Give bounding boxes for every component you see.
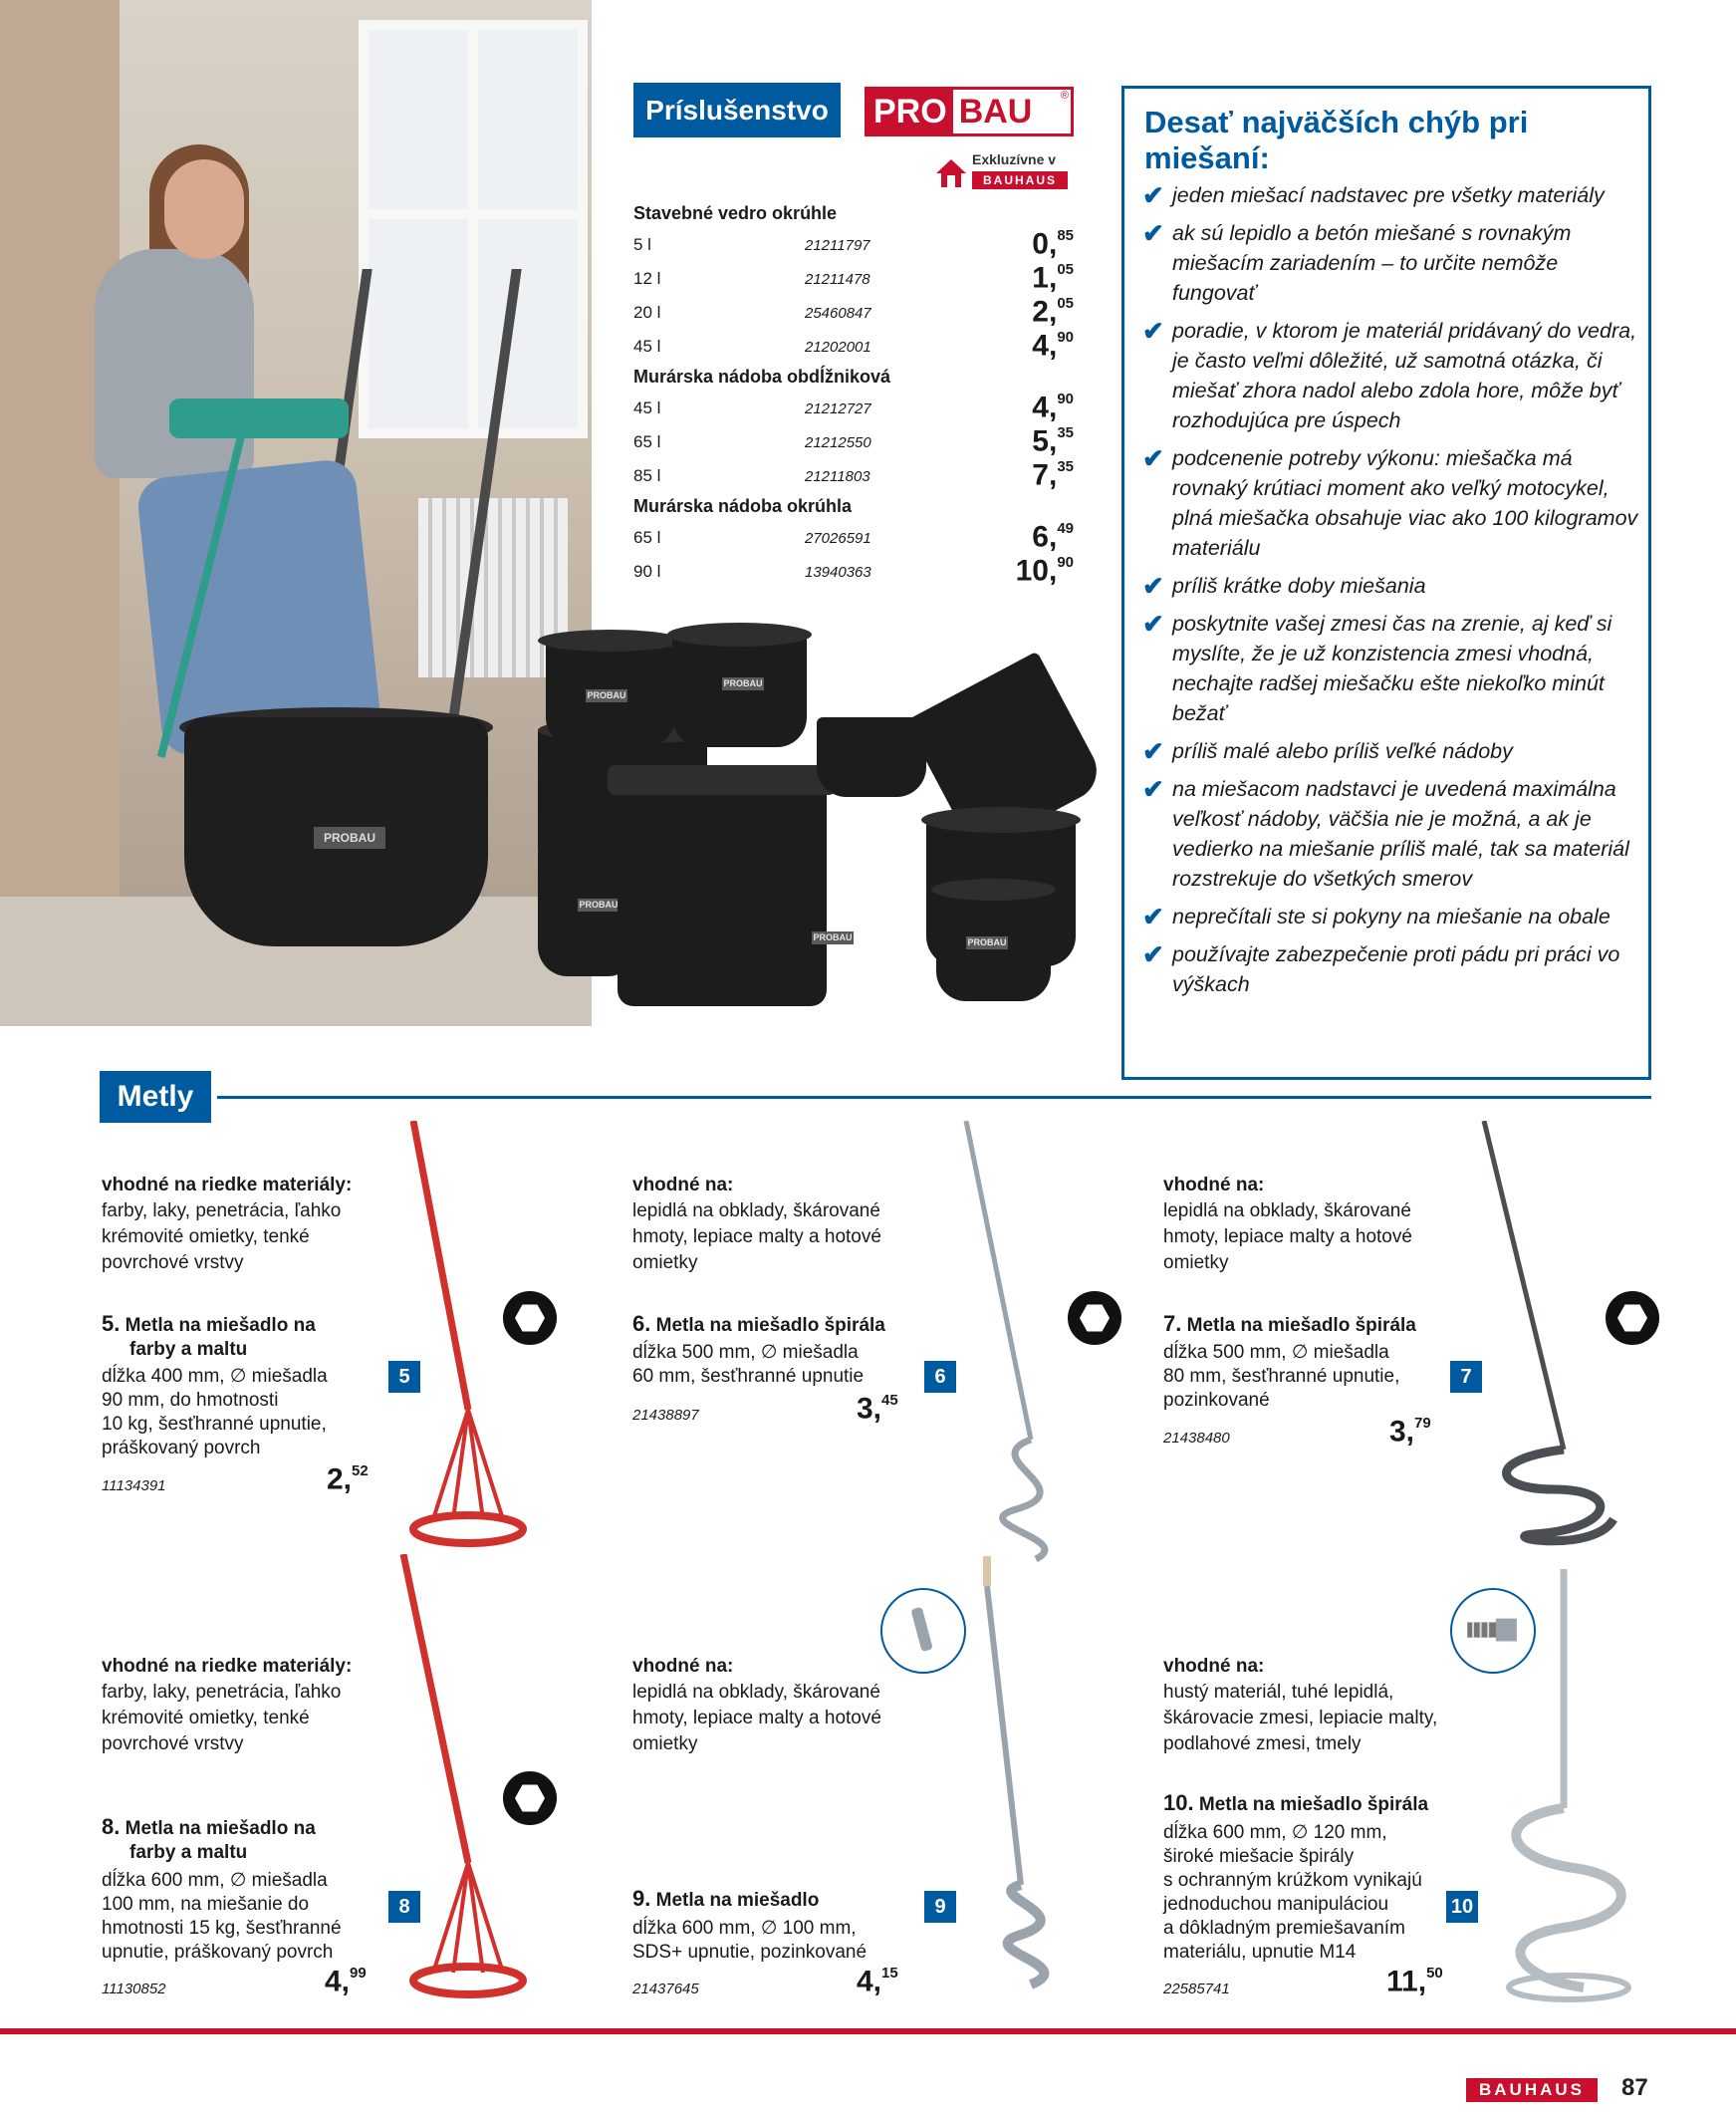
price-main: 3, — [1389, 1415, 1415, 1449]
suitability-line: farby, laky, penetrácia, ľahko — [102, 1200, 342, 1221]
check-icon: ✔ — [1142, 316, 1164, 346]
price — [1032, 261, 1074, 296]
suitability-line: hmoty, lepiace malty a hotové — [1163, 1226, 1412, 1247]
price — [327, 1462, 369, 1497]
size: 85 l — [633, 466, 661, 485]
probau-logo — [865, 87, 1074, 136]
desc-line: 80 mm, šesťhranné upnutie, — [1163, 1366, 1400, 1387]
list-item — [1142, 443, 1640, 563]
table-row — [633, 329, 1078, 363]
price-main: 7, — [1032, 458, 1058, 492]
price-cents: 79 — [1414, 1415, 1431, 1432]
product-desc-6 — [632, 1341, 864, 1389]
price — [857, 1965, 898, 1999]
metly-tag: Metly — [100, 1071, 211, 1123]
whisk-6-image — [956, 1121, 1086, 1569]
desc-line: široké miešacie špirály — [1163, 1846, 1355, 1867]
product-desc-10 — [1163, 1821, 1422, 1965]
list-item — [1142, 316, 1640, 435]
suitability-heading: vhodné na riedke materiály: — [102, 1656, 353, 1677]
exclusive-brand: BAUHAUS — [972, 171, 1068, 189]
article-number: 21212550 — [805, 434, 871, 451]
number-dot: . — [644, 1886, 651, 1911]
price-main: 11, — [1386, 1965, 1427, 1998]
whisk-10-image — [1494, 1569, 1643, 2007]
person-head — [164, 159, 244, 259]
number-dot: . — [1175, 1311, 1182, 1336]
product-desc-9 — [632, 1917, 867, 1965]
article-number: 21211797 — [805, 237, 870, 254]
size: 12 l — [633, 269, 661, 288]
product-title-9 — [632, 1887, 819, 1913]
shank-icon — [882, 1590, 964, 1672]
article-number: 11130852 — [102, 1981, 166, 1997]
desc-line: dĺžka 600 mm, ∅ 100 mm, — [632, 1918, 857, 1939]
list-item — [1142, 902, 1640, 931]
suitability-line: hmoty, lepiace malty a hotové — [632, 1226, 881, 1247]
price — [1032, 391, 1074, 425]
suitability-line: lepidlá na obklady, škárované — [632, 1200, 880, 1221]
price-cents: 85 — [1057, 227, 1074, 244]
product-number: 10 — [1163, 1790, 1188, 1815]
table-row — [633, 520, 1078, 554]
table-row — [633, 391, 1078, 424]
footer-line — [0, 2028, 1736, 2034]
desc-line: dĺžka 600 mm, ∅ 120 mm, — [1163, 1822, 1387, 1843]
check-icon: ✔ — [1142, 218, 1164, 248]
mistake-text: neprečítali ste si pokyny na miešanie na obale — [1172, 905, 1611, 928]
price — [1032, 295, 1074, 330]
article-number: 11134391 — [102, 1477, 166, 1494]
bucket-rim — [667, 623, 812, 647]
suitability-8 — [102, 1654, 352, 1757]
suitability-line: krémovité omietky, tenké — [102, 1226, 310, 1247]
whisk-8-image — [393, 1554, 533, 2002]
probau-bau: BAU — [958, 93, 1033, 131]
title-line: farby a maltu — [129, 1339, 248, 1360]
title-line: farby a maltu — [129, 1842, 248, 1863]
photo-tub-label: PROBAU — [314, 827, 385, 849]
number-dot: . — [114, 1311, 121, 1336]
price-cents: 90 — [1057, 391, 1074, 407]
suitability-5 — [102, 1173, 352, 1276]
product-title-6 — [632, 1312, 885, 1338]
number-dot: . — [114, 1814, 121, 1839]
desc-line: práškovaný povrch — [102, 1438, 261, 1458]
check-icon: ✔ — [1142, 774, 1164, 804]
suitability-line: podlahové zmesi, tmely — [1163, 1733, 1362, 1754]
desc-line: a dôkladným premiešavaním — [1163, 1918, 1405, 1939]
desc-line: jednoduchou manipuláciou — [1163, 1894, 1389, 1915]
desc-line: dĺžka 500 mm, ∅ miešadla — [632, 1342, 859, 1363]
mistake-text: príliš krátke doby miešania — [1172, 574, 1426, 598]
suitability-line: lepidlá na obklady, škárované — [632, 1682, 880, 1703]
mistake-text: ak sú lepidlo a betón miešané s rovnakým miešacím zariadením – to určite nemôže fungovať — [1172, 221, 1572, 305]
suitability-heading: vhodné na: — [632, 1656, 734, 1677]
list-item — [1142, 609, 1640, 728]
mistakes-list — [1142, 180, 1640, 1007]
price — [1389, 1415, 1431, 1450]
bauhaus-logo: BAUHAUS — [1466, 2078, 1598, 2102]
article-number: 21438897 — [632, 1407, 699, 1424]
mistake-text: poskytnite vašej zmesi čas na zrenie, aj keď si myslíte, že je už konzistencia zmesi vhodná, nechajte radšej miešačku ešte niekoľko minút bežať — [1172, 612, 1612, 725]
price-main: 5, — [1032, 424, 1058, 458]
exclusive-badge — [934, 151, 1074, 197]
size: 20 l — [633, 303, 661, 322]
price-main: 2, — [327, 1462, 353, 1496]
product-badge-5: 5 — [388, 1361, 420, 1393]
list-item — [1142, 736, 1640, 766]
price-cents: 99 — [350, 1965, 367, 1982]
suitability-line: omietky — [632, 1733, 698, 1754]
desc-line: s ochranným krúžkom vynikajú — [1163, 1870, 1422, 1891]
list-item — [1142, 774, 1640, 894]
bucket-rim — [921, 807, 1081, 833]
title-line: Metla na miešadlo na — [124, 1315, 316, 1336]
bucket-label: PROBAU — [723, 678, 763, 688]
price-cents: 90 — [1057, 554, 1074, 571]
desc-line: hmotnosti 15 kg, šesťhranné — [102, 1918, 342, 1939]
price-main: 10, — [1015, 554, 1058, 588]
bucket-rim — [538, 630, 682, 652]
suitability-heading: vhodné na: — [1163, 1656, 1265, 1677]
article-number: 25460847 — [805, 305, 871, 322]
title-line: Metla na miešadlo — [655, 1890, 820, 1911]
price-cents: 15 — [881, 1965, 898, 1982]
article-number: 21202001 — [805, 339, 871, 356]
bucket-label: PROBAU — [587, 690, 626, 700]
price-main: 0, — [1032, 227, 1058, 261]
desc-line: 90 mm, do hmotnosti — [102, 1390, 279, 1411]
price — [1032, 227, 1074, 262]
desc-line: materiálu, upnutie M14 — [1163, 1942, 1357, 1963]
suitability-line: lepidlá na obklady, škárované — [1163, 1200, 1411, 1221]
product-badge-10: 10 — [1446, 1891, 1478, 1923]
price-cents: 50 — [1426, 1965, 1443, 1982]
price-cents: 49 — [1057, 520, 1074, 537]
bucket-label: PROBAU — [967, 937, 1007, 947]
group-title: Stavebné vedro okrúhle — [633, 203, 838, 223]
product-number: 8 — [102, 1814, 115, 1839]
price — [1016, 554, 1074, 589]
article-number: 27026591 — [805, 530, 871, 547]
exclusive-text: Exkluzívne v — [972, 151, 1057, 167]
desc-line: 60 mm, šesťhranné upnutie — [632, 1366, 865, 1387]
price-cents: 35 — [1057, 458, 1074, 475]
size: 65 l — [633, 432, 661, 451]
table-row — [633, 554, 1078, 588]
bucket-rim — [608, 765, 837, 795]
product-number: 5 — [102, 1311, 115, 1336]
list-item — [1142, 939, 1640, 999]
suitability-heading: vhodné na: — [1163, 1175, 1265, 1195]
desc-line: 100 mm, na miešanie do — [102, 1894, 310, 1915]
whisk-9-image — [981, 1556, 1091, 2004]
suitability-10 — [1163, 1654, 1437, 1757]
list-item — [1142, 218, 1640, 308]
check-icon: ✔ — [1142, 609, 1164, 639]
article-number: 22585741 — [1163, 1981, 1230, 1997]
mixing-mistakes-box — [1121, 86, 1651, 1080]
check-icon: ✔ — [1142, 571, 1164, 601]
suitability-7 — [1163, 1173, 1412, 1276]
registered-mark: ® — [1060, 90, 1069, 102]
product-badge-7: 7 — [1450, 1361, 1482, 1393]
price-main: 6, — [1032, 520, 1058, 554]
check-icon: ✔ — [1142, 939, 1164, 969]
bucket-rect-stack — [618, 777, 827, 1006]
suitability-line: omietky — [1163, 1252, 1229, 1273]
bucket-label: PROBAU — [813, 932, 853, 942]
product-desc-7 — [1163, 1341, 1399, 1413]
desc-line: dĺžka 400 mm, ∅ miešadla — [102, 1366, 328, 1387]
bucket-rim — [931, 879, 1056, 901]
mixer-drill — [169, 398, 349, 438]
mistakes-title: Desať najväčších chýb pri miešaní: — [1144, 105, 1529, 175]
suitability-line: hustý materiál, tuhé lepidlá, — [1163, 1682, 1394, 1703]
group-title: Murárska nádoba obdĺžniková — [633, 367, 891, 387]
mistake-text: podcenenie potreby výkonu: miešačka má rovnaký krútiaci moment ako veľký motocykel, plná miešačka obsahuje viac ako 100 kilogramov materiálu — [1172, 446, 1638, 560]
article-number: 21438480 — [1163, 1430, 1230, 1447]
title-line: Metla na miešadlo špirála — [1186, 1315, 1416, 1336]
product-title-7 — [1163, 1312, 1416, 1338]
article-number: 21211803 — [805, 468, 870, 485]
article-number: 21437645 — [632, 1981, 699, 1997]
price-main: 4, — [1032, 391, 1058, 424]
size: 45 l — [633, 398, 661, 417]
mistake-text: používajte zabezpečenie proti pádu pri práci vo výškach — [1172, 942, 1620, 996]
price — [1032, 424, 1074, 459]
sds-plus-shank-icon — [880, 1588, 966, 1674]
size: 5 l — [633, 235, 651, 254]
suitability-line: hmoty, lepiace malty a hotové — [632, 1708, 881, 1728]
accessories-table — [633, 199, 1078, 588]
number-dot: . — [644, 1311, 651, 1336]
product-title-10 — [1163, 1791, 1428, 1817]
suitability-9 — [632, 1654, 881, 1757]
product-desc-8 — [102, 1869, 342, 1965]
suitability-line: povrchové vrstvy — [102, 1733, 244, 1754]
desc-line: dĺžka 600 mm, ∅ miešadla — [102, 1870, 328, 1891]
price-main: 4, — [857, 1965, 882, 1998]
product-title-8 — [102, 1815, 316, 1865]
article-number: 13940363 — [805, 564, 871, 581]
price — [1032, 520, 1074, 555]
desc-line: dĺžka 500 mm, ∅ miešadla — [1163, 1342, 1389, 1363]
price-cents: 45 — [881, 1392, 898, 1409]
list-item — [1142, 180, 1640, 210]
price-cents: 05 — [1057, 295, 1074, 312]
price — [857, 1392, 898, 1427]
desc-line: upnutie, práškovaný povrch — [102, 1942, 334, 1963]
title-line: Metla na miešadlo špirála — [655, 1315, 885, 1336]
number-dot: . — [1187, 1790, 1194, 1815]
brick-wall — [0, 0, 120, 1026]
price-main: 2, — [1032, 295, 1058, 329]
desc-line: SDS+ upnutie, pozinkované — [632, 1942, 868, 1963]
buckets-illustration — [538, 618, 1096, 1011]
suitability-line: škárovacie zmesi, lepiacie malty, — [1163, 1708, 1438, 1728]
product-desc-5 — [102, 1365, 328, 1460]
page-number: 87 — [1621, 2074, 1648, 2101]
product-title-5 — [102, 1312, 316, 1362]
price — [1032, 329, 1074, 364]
price-cents: 35 — [1057, 424, 1074, 441]
price-main: 3, — [857, 1392, 882, 1426]
price-main: 1, — [1032, 261, 1058, 295]
product-badge-6: 6 — [924, 1361, 956, 1393]
table-row — [633, 261, 1078, 295]
title-line: Metla na miešadlo špirála — [1198, 1794, 1429, 1815]
suitability-line: omietky — [632, 1252, 698, 1273]
person-body — [95, 249, 254, 478]
whisk-7-image — [1474, 1121, 1623, 1559]
bucket-label: PROBAU — [579, 900, 619, 910]
product-badge-9: 9 — [924, 1891, 956, 1923]
whisk-5-image — [393, 1121, 533, 1549]
suitability-line: krémovité omietky, tenké — [102, 1708, 310, 1728]
mistake-text: na miešacom nadstavci je uvedená maximálna veľkosť nádoby, väčšia nie je možná, a ak je vedierko na miešanie príliš malé, tak sa materiál rozstrekuje do všetkých smerov — [1172, 777, 1629, 891]
suitability-line: farby, laky, penetrácia, ľahko — [102, 1682, 342, 1703]
price-cents: 90 — [1057, 329, 1074, 346]
price-main: 4, — [1032, 329, 1058, 363]
price — [1032, 458, 1074, 493]
table-row — [633, 227, 1078, 261]
table-row — [633, 295, 1078, 329]
mistake-text: jeden miešací nadstavec pre všetky materiály — [1172, 183, 1605, 207]
check-icon: ✔ — [1142, 443, 1164, 473]
desc-line: 10 kg, šesťhranné upnutie, — [102, 1414, 327, 1435]
group-title: Murárska nádoba okrúhla — [633, 496, 853, 516]
product-number: 7 — [1163, 1311, 1176, 1336]
price-cents: 05 — [1057, 261, 1074, 278]
product-number: 9 — [632, 1886, 645, 1911]
suitability-6 — [632, 1173, 881, 1276]
price-main: 4, — [325, 1965, 351, 1998]
probau-pro: PRO — [868, 90, 953, 133]
product-badge-8: 8 — [388, 1891, 420, 1923]
title-line: Metla na miešadlo na — [124, 1818, 316, 1839]
price-cents: 52 — [352, 1462, 369, 1479]
suitability-line: povrchové vrstvy — [102, 1252, 244, 1273]
hero-photo — [0, 0, 592, 1026]
suitability-heading: vhodné na: — [632, 1175, 734, 1195]
size: 45 l — [633, 337, 661, 356]
list-item — [1142, 571, 1640, 601]
check-icon: ✔ — [1142, 902, 1164, 931]
table-row — [633, 424, 1078, 458]
mistake-text: príliš malé alebo príliš veľké nádoby — [1172, 739, 1513, 763]
check-icon: ✔ — [1142, 180, 1164, 210]
price — [325, 1965, 367, 1999]
article-number: 21211478 — [805, 271, 870, 288]
desc-line: pozinkované — [1163, 1390, 1270, 1411]
size: 65 l — [633, 528, 661, 547]
accessories-tag: Príslušenstvo — [633, 83, 841, 137]
suitability-heading: vhodné na riedke materiály: — [102, 1175, 353, 1195]
price — [1386, 1965, 1443, 1999]
article-number: 21212727 — [805, 400, 871, 417]
table-row — [633, 458, 1078, 492]
house-icon — [934, 157, 968, 189]
mistake-text: poradie, v ktorom je materiál pridávaný do vedra, je často veľmi dôležité, už samotná otázka, či miešať zhora nadol alebo zdola hore, môže byť rozhodujúca pre úspech — [1172, 319, 1637, 432]
check-icon: ✔ — [1142, 736, 1164, 766]
section-divider — [217, 1096, 1651, 1099]
size: 90 l — [633, 562, 661, 581]
product-number: 6 — [632, 1311, 645, 1336]
